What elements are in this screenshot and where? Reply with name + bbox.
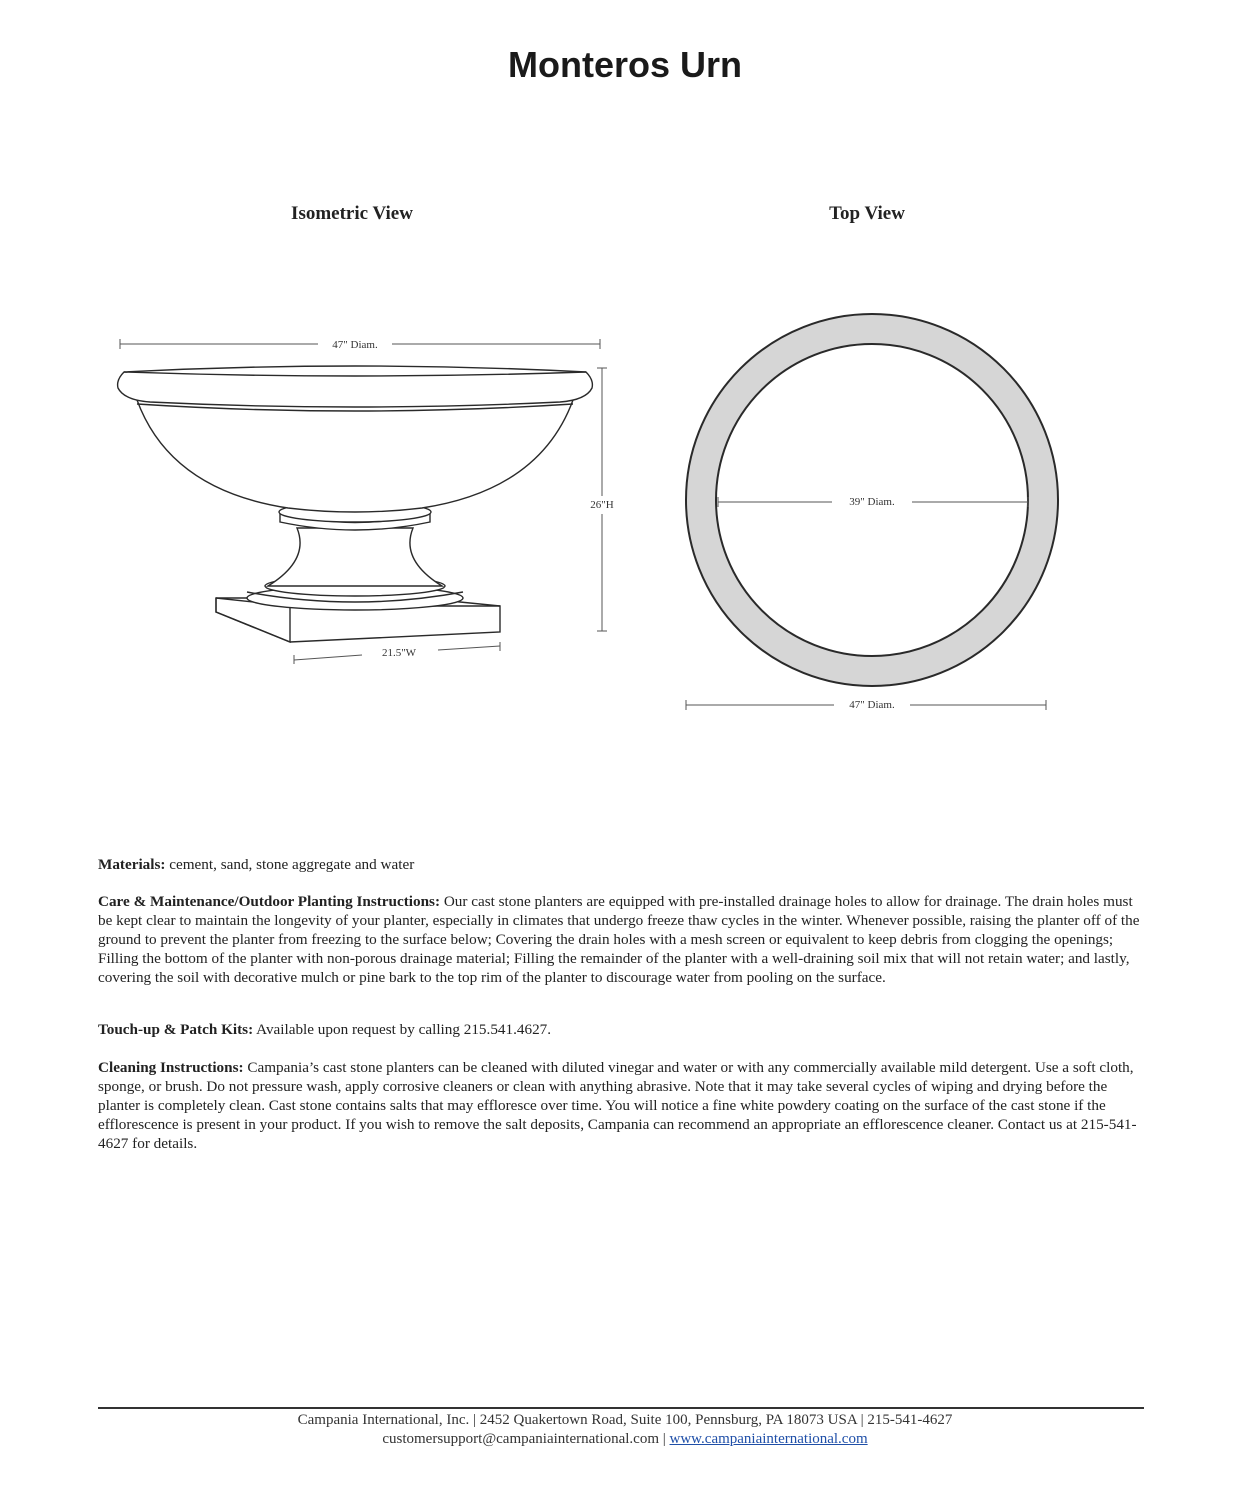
base-dimension-line-left [294, 655, 362, 660]
footer-divider [98, 1407, 1144, 1409]
page-title: Monteros Urn [508, 44, 742, 85]
touchup-paragraph [98, 1020, 1144, 1039]
outer-diameter-label: 47" Diam. [849, 699, 895, 711]
care-text: Our cast stone planters are equipped with pre-installed drainage holes to allow for drainage. The drain holes must be kept clear to maintain the longevity of your planter, especially in climates that undergo freeze thaw cycles in the winter. Whenever possible, raising the planter off of the ground to prevent the planter from freezing to the surface below; Covering the drain holes with a mesh screen or equivalent to keep debris from clogging the openings; Filling the bottom of the planter with non-porous drainage material; Filling the remainder of the planter with a well-draining soil mix that will not retain water; and lastly, covering the soil with decorative mulch or pine bark to the top rim of the planter to discourage water from pooling on the surface. [98, 893, 1140, 986]
base-dimension-line-right [438, 646, 500, 650]
isometric-urn-drawing [118, 366, 593, 642]
care-heading: Care & Maintenance/Outdoor Planting Instructions: [98, 893, 441, 910]
base-dimension-label: 21.5"W [381, 647, 417, 659]
footer-email: customersupport@campaniainternational.com [382, 1431, 659, 1447]
isometric-view-title: Isometric View [291, 203, 413, 224]
footer-contact [0, 1431, 1250, 1448]
website-link[interactable]: www.campaniainternational.com [669, 1431, 868, 1447]
footer-separator: | [659, 1431, 670, 1447]
touchup-text: Available upon request by calling 215.541.4627. [253, 1021, 552, 1038]
materials-text: cement, sand, stone aggregate and water [165, 856, 415, 873]
materials-paragraph [98, 855, 1144, 874]
cleaning-heading: Cleaning Instructions: [98, 1059, 244, 1076]
top-view-title: Top View [829, 203, 905, 224]
height-dimension-label: 26"H [590, 499, 614, 511]
width-dimension-label: 47" Diam. [332, 339, 378, 351]
materials-heading: Materials: [98, 856, 166, 873]
inner-diameter-label: 39" Diam. [849, 496, 895, 508]
cleaning-text: Campania’s cast stone planters can be cleaned with diluted vinegar and water or with any commercially available mild detergent. Use a soft cloth, sponge, or brush. Do not pressure wash, apply corrosive cleaners or clean with anything abrasive. Note that it may take several cycles of wiping and drying before the planter is completely clean. Cast stone contains salts that may effloresce over time. You will notice a fine white powdery coating on the surface of the cast stone if the efflorescence is present in your product. If you wish to remove the salt deposits, Campania can recommend an appropriate an efflorescence cleaner. Contact us at 215-541-4627 for details. [98, 1059, 1137, 1152]
footer-address: Campania International, Inc. | 2452 Quakertown Road, Suite 100, Pennsburg, PA 18073 USA | 215-541-4627 [297, 1412, 953, 1428]
touchup-heading: Touch-up & Patch Kits: [98, 1021, 254, 1038]
cleaning-paragraph [98, 1058, 1144, 1153]
care-paragraph [98, 892, 1144, 987]
